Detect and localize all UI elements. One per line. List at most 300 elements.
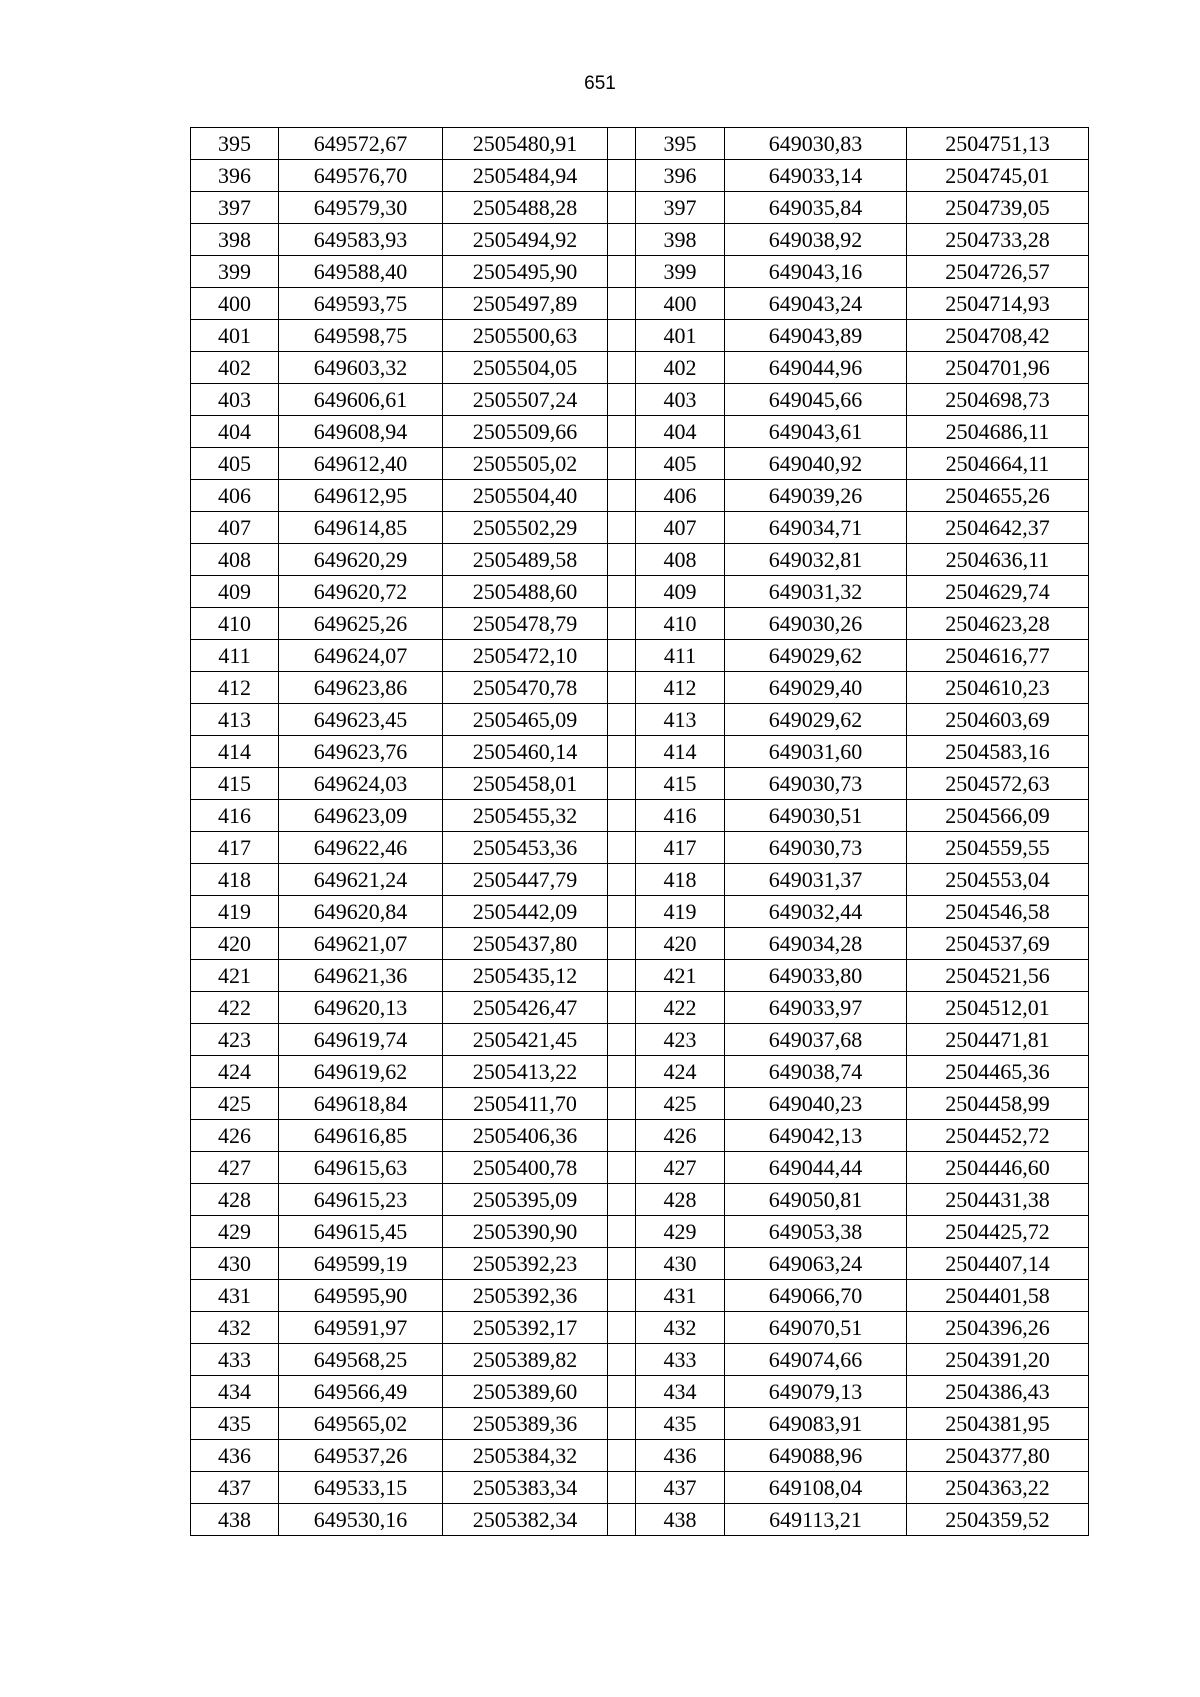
x-coordinate-cell: 649621,24 [279, 864, 443, 896]
separator-cell [608, 416, 636, 448]
separator-cell [608, 1440, 636, 1472]
point-number-cell: 428 [636, 1184, 725, 1216]
x-coordinate-cell: 649043,16 [725, 256, 907, 288]
point-number-cell: 409 [191, 576, 279, 608]
table-row [191, 608, 1089, 640]
x-coordinate-cell: 649537,26 [279, 1440, 443, 1472]
point-number-cell: 400 [636, 288, 725, 320]
x-coordinate-cell: 649620,84 [279, 896, 443, 928]
point-number-cell: 422 [191, 992, 279, 1024]
y-coordinate-cell: 2504386,43 [907, 1376, 1089, 1408]
y-coordinate-cell: 2504686,11 [907, 416, 1089, 448]
point-number-cell: 416 [636, 800, 725, 832]
y-coordinate-cell: 2504629,74 [907, 576, 1089, 608]
x-coordinate-cell: 649598,75 [279, 320, 443, 352]
y-coordinate-cell: 2505495,90 [443, 256, 608, 288]
point-number-cell: 425 [191, 1088, 279, 1120]
y-coordinate-cell: 2504572,63 [907, 768, 1089, 800]
x-coordinate-cell: 649620,72 [279, 576, 443, 608]
coordinates-table [190, 127, 1089, 1536]
x-coordinate-cell: 649033,80 [725, 960, 907, 992]
point-number-cell: 426 [191, 1120, 279, 1152]
y-coordinate-cell: 2505383,34 [443, 1472, 608, 1504]
y-coordinate-cell: 2505442,09 [443, 896, 608, 928]
point-number-cell: 429 [191, 1216, 279, 1248]
table-row [191, 1120, 1089, 1152]
x-coordinate-cell: 649030,51 [725, 800, 907, 832]
y-coordinate-cell: 2504465,36 [907, 1056, 1089, 1088]
separator-cell [608, 800, 636, 832]
y-coordinate-cell: 2505421,45 [443, 1024, 608, 1056]
point-number-cell: 436 [191, 1440, 279, 1472]
y-coordinate-cell: 2505413,22 [443, 1056, 608, 1088]
separator-cell [608, 1472, 636, 1504]
y-coordinate-cell: 2505472,10 [443, 640, 608, 672]
x-coordinate-cell: 649033,14 [725, 160, 907, 192]
x-coordinate-cell: 649625,26 [279, 608, 443, 640]
y-coordinate-cell: 2504655,26 [907, 480, 1089, 512]
x-coordinate-cell: 649113,21 [725, 1504, 907, 1536]
y-coordinate-cell: 2505505,02 [443, 448, 608, 480]
point-number-cell: 430 [636, 1248, 725, 1280]
point-number-cell: 411 [636, 640, 725, 672]
point-number-cell: 401 [191, 320, 279, 352]
coordinates-table-body [191, 128, 1089, 1536]
x-coordinate-cell: 649083,91 [725, 1408, 907, 1440]
separator-cell [608, 512, 636, 544]
x-coordinate-cell: 649079,13 [725, 1376, 907, 1408]
separator-cell [608, 1056, 636, 1088]
separator-cell [608, 1024, 636, 1056]
y-coordinate-cell: 2504521,56 [907, 960, 1089, 992]
y-coordinate-cell: 2505390,90 [443, 1216, 608, 1248]
x-coordinate-cell: 649612,95 [279, 480, 443, 512]
x-coordinate-cell: 649033,97 [725, 992, 907, 1024]
y-coordinate-cell: 2505395,09 [443, 1184, 608, 1216]
x-coordinate-cell: 649599,19 [279, 1248, 443, 1280]
separator-cell [608, 1376, 636, 1408]
y-coordinate-cell: 2504603,69 [907, 704, 1089, 736]
point-number-cell: 421 [191, 960, 279, 992]
point-number-cell: 413 [636, 704, 725, 736]
table-row [191, 1504, 1089, 1536]
separator-cell [608, 1280, 636, 1312]
x-coordinate-cell: 649608,94 [279, 416, 443, 448]
point-number-cell: 427 [636, 1152, 725, 1184]
separator-cell [608, 928, 636, 960]
point-number-cell: 415 [191, 768, 279, 800]
table-row [191, 384, 1089, 416]
x-coordinate-cell: 649029,40 [725, 672, 907, 704]
point-number-cell: 425 [636, 1088, 725, 1120]
separator-cell [608, 1408, 636, 1440]
table-row [191, 736, 1089, 768]
point-number-cell: 402 [636, 352, 725, 384]
page-number: 651 [584, 73, 616, 94]
point-number-cell: 433 [191, 1344, 279, 1376]
table-row [191, 800, 1089, 832]
point-number-cell: 412 [636, 672, 725, 704]
point-number-cell: 422 [636, 992, 725, 1024]
table-row [191, 1248, 1089, 1280]
point-number-cell: 434 [636, 1376, 725, 1408]
point-number-cell: 432 [191, 1312, 279, 1344]
x-coordinate-cell: 649030,73 [725, 768, 907, 800]
y-coordinate-cell: 2504623,28 [907, 608, 1089, 640]
point-number-cell: 398 [636, 224, 725, 256]
point-number-cell: 404 [191, 416, 279, 448]
separator-cell [608, 768, 636, 800]
separator-cell [608, 1504, 636, 1536]
y-coordinate-cell: 2504739,05 [907, 192, 1089, 224]
table-row [191, 1408, 1089, 1440]
point-number-cell: 428 [191, 1184, 279, 1216]
y-coordinate-cell: 2505497,89 [443, 288, 608, 320]
table-row [191, 1152, 1089, 1184]
y-coordinate-cell: 2504726,57 [907, 256, 1089, 288]
y-coordinate-cell: 2505389,60 [443, 1376, 608, 1408]
x-coordinate-cell: 649031,32 [725, 576, 907, 608]
point-number-cell: 395 [636, 128, 725, 160]
table-row [191, 1344, 1089, 1376]
y-coordinate-cell: 2505458,01 [443, 768, 608, 800]
point-number-cell: 438 [191, 1504, 279, 1536]
x-coordinate-cell: 649039,26 [725, 480, 907, 512]
point-number-cell: 430 [191, 1248, 279, 1280]
y-coordinate-cell: 2504559,55 [907, 832, 1089, 864]
point-number-cell: 421 [636, 960, 725, 992]
y-coordinate-cell: 2504391,20 [907, 1344, 1089, 1376]
x-coordinate-cell: 649031,60 [725, 736, 907, 768]
y-coordinate-cell: 2504381,95 [907, 1408, 1089, 1440]
x-coordinate-cell: 649623,86 [279, 672, 443, 704]
x-coordinate-cell: 649565,02 [279, 1408, 443, 1440]
x-coordinate-cell: 649620,13 [279, 992, 443, 1024]
separator-cell [608, 1088, 636, 1120]
x-coordinate-cell: 649588,40 [279, 256, 443, 288]
x-coordinate-cell: 649533,15 [279, 1472, 443, 1504]
y-coordinate-cell: 2505494,92 [443, 224, 608, 256]
point-number-cell: 418 [636, 864, 725, 896]
point-number-cell: 413 [191, 704, 279, 736]
point-number-cell: 399 [191, 256, 279, 288]
x-coordinate-cell: 649612,40 [279, 448, 443, 480]
y-coordinate-cell: 2505453,36 [443, 832, 608, 864]
y-coordinate-cell: 2505502,29 [443, 512, 608, 544]
separator-cell [608, 736, 636, 768]
x-coordinate-cell: 649603,32 [279, 352, 443, 384]
separator-cell [608, 1248, 636, 1280]
x-coordinate-cell: 649032,81 [725, 544, 907, 576]
point-number-cell: 417 [636, 832, 725, 864]
x-coordinate-cell: 649066,70 [725, 1280, 907, 1312]
point-number-cell: 397 [191, 192, 279, 224]
x-coordinate-cell: 649037,68 [725, 1024, 907, 1056]
separator-cell [608, 1312, 636, 1344]
x-coordinate-cell: 649043,24 [725, 288, 907, 320]
x-coordinate-cell: 649088,96 [725, 1440, 907, 1472]
point-number-cell: 424 [636, 1056, 725, 1088]
separator-cell [608, 224, 636, 256]
separator-cell [608, 320, 636, 352]
point-number-cell: 403 [191, 384, 279, 416]
separator-cell [608, 1120, 636, 1152]
table-row [191, 416, 1089, 448]
y-coordinate-cell: 2504446,60 [907, 1152, 1089, 1184]
y-coordinate-cell: 2505389,36 [443, 1408, 608, 1440]
separator-cell [608, 384, 636, 416]
x-coordinate-cell: 649040,23 [725, 1088, 907, 1120]
x-coordinate-cell: 649606,61 [279, 384, 443, 416]
y-coordinate-cell: 2504698,73 [907, 384, 1089, 416]
separator-cell [608, 352, 636, 384]
point-number-cell: 431 [636, 1280, 725, 1312]
x-coordinate-cell: 649042,13 [725, 1120, 907, 1152]
point-number-cell: 408 [191, 544, 279, 576]
x-coordinate-cell: 649034,28 [725, 928, 907, 960]
y-coordinate-cell: 2504616,77 [907, 640, 1089, 672]
y-coordinate-cell: 2504566,09 [907, 800, 1089, 832]
point-number-cell: 396 [191, 160, 279, 192]
y-coordinate-cell: 2504708,42 [907, 320, 1089, 352]
y-coordinate-cell: 2504401,58 [907, 1280, 1089, 1312]
y-coordinate-cell: 2505382,34 [443, 1504, 608, 1536]
x-coordinate-cell: 649614,85 [279, 512, 443, 544]
y-coordinate-cell: 2504733,28 [907, 224, 1089, 256]
table-row [191, 832, 1089, 864]
x-coordinate-cell: 649038,74 [725, 1056, 907, 1088]
separator-cell [608, 640, 636, 672]
table-row [191, 1088, 1089, 1120]
x-coordinate-cell: 649579,30 [279, 192, 443, 224]
point-number-cell: 399 [636, 256, 725, 288]
table-row [191, 672, 1089, 704]
y-coordinate-cell: 2504553,04 [907, 864, 1089, 896]
x-coordinate-cell: 649030,26 [725, 608, 907, 640]
table-row [191, 320, 1089, 352]
y-coordinate-cell: 2504642,37 [907, 512, 1089, 544]
x-coordinate-cell: 649623,45 [279, 704, 443, 736]
x-coordinate-cell: 649591,97 [279, 1312, 443, 1344]
table-row [191, 992, 1089, 1024]
table-row [191, 1024, 1089, 1056]
x-coordinate-cell: 649038,92 [725, 224, 907, 256]
x-coordinate-cell: 649583,93 [279, 224, 443, 256]
x-coordinate-cell: 649050,81 [725, 1184, 907, 1216]
point-number-cell: 405 [191, 448, 279, 480]
table-row [191, 1184, 1089, 1216]
point-number-cell: 420 [191, 928, 279, 960]
point-number-cell: 397 [636, 192, 725, 224]
x-coordinate-cell: 649034,71 [725, 512, 907, 544]
point-number-cell: 419 [191, 896, 279, 928]
table-row [191, 160, 1089, 192]
y-coordinate-cell: 2504471,81 [907, 1024, 1089, 1056]
y-coordinate-cell: 2505392,36 [443, 1280, 608, 1312]
point-number-cell: 437 [191, 1472, 279, 1504]
x-coordinate-cell: 649572,67 [279, 128, 443, 160]
x-coordinate-cell: 649620,29 [279, 544, 443, 576]
x-coordinate-cell: 649622,46 [279, 832, 443, 864]
point-number-cell: 414 [191, 736, 279, 768]
y-coordinate-cell: 2505392,23 [443, 1248, 608, 1280]
x-coordinate-cell: 649030,83 [725, 128, 907, 160]
point-number-cell: 429 [636, 1216, 725, 1248]
separator-cell [608, 672, 636, 704]
x-coordinate-cell: 649621,36 [279, 960, 443, 992]
table-row [191, 960, 1089, 992]
separator-cell [608, 608, 636, 640]
x-coordinate-cell: 649566,49 [279, 1376, 443, 1408]
point-number-cell: 412 [191, 672, 279, 704]
table-row [191, 704, 1089, 736]
point-number-cell: 403 [636, 384, 725, 416]
separator-cell [608, 544, 636, 576]
x-coordinate-cell: 649029,62 [725, 704, 907, 736]
table-row [191, 1472, 1089, 1504]
separator-cell [608, 576, 636, 608]
x-coordinate-cell: 649576,70 [279, 160, 443, 192]
point-number-cell: 410 [636, 608, 725, 640]
point-number-cell: 418 [191, 864, 279, 896]
x-coordinate-cell: 649074,66 [725, 1344, 907, 1376]
x-coordinate-cell: 649619,62 [279, 1056, 443, 1088]
y-coordinate-cell: 2504636,11 [907, 544, 1089, 576]
separator-cell [608, 864, 636, 896]
separator-cell [608, 1184, 636, 1216]
point-number-cell: 432 [636, 1312, 725, 1344]
separator-cell [608, 704, 636, 736]
point-number-cell: 404 [636, 416, 725, 448]
x-coordinate-cell: 649619,74 [279, 1024, 443, 1056]
separator-cell [608, 960, 636, 992]
x-coordinate-cell: 649568,25 [279, 1344, 443, 1376]
point-number-cell: 400 [191, 288, 279, 320]
y-coordinate-cell: 2505411,70 [443, 1088, 608, 1120]
x-coordinate-cell: 649615,23 [279, 1184, 443, 1216]
point-number-cell: 415 [636, 768, 725, 800]
y-coordinate-cell: 2504714,93 [907, 288, 1089, 320]
x-coordinate-cell: 649621,07 [279, 928, 443, 960]
point-number-cell: 431 [191, 1280, 279, 1312]
x-coordinate-cell: 649616,85 [279, 1120, 443, 1152]
table-row [191, 1376, 1089, 1408]
y-coordinate-cell: 2504377,80 [907, 1440, 1089, 1472]
x-coordinate-cell: 649031,37 [725, 864, 907, 896]
point-number-cell: 405 [636, 448, 725, 480]
separator-cell [608, 832, 636, 864]
x-coordinate-cell: 649044,96 [725, 352, 907, 384]
x-coordinate-cell: 649108,04 [725, 1472, 907, 1504]
table-row [191, 1216, 1089, 1248]
y-coordinate-cell: 2504610,23 [907, 672, 1089, 704]
table-row [191, 1056, 1089, 1088]
separator-cell [608, 128, 636, 160]
point-number-cell: 436 [636, 1440, 725, 1472]
y-coordinate-cell: 2505480,91 [443, 128, 608, 160]
point-number-cell: 407 [636, 512, 725, 544]
point-number-cell: 409 [636, 576, 725, 608]
point-number-cell: 423 [636, 1024, 725, 1056]
y-coordinate-cell: 2505478,79 [443, 608, 608, 640]
y-coordinate-cell: 2505400,78 [443, 1152, 608, 1184]
point-number-cell: 398 [191, 224, 279, 256]
separator-cell [608, 448, 636, 480]
y-coordinate-cell: 2505384,32 [443, 1440, 608, 1472]
x-coordinate-cell: 649043,61 [725, 416, 907, 448]
table-row [191, 480, 1089, 512]
x-coordinate-cell: 649618,84 [279, 1088, 443, 1120]
x-coordinate-cell: 649045,66 [725, 384, 907, 416]
point-number-cell: 435 [191, 1408, 279, 1440]
x-coordinate-cell: 649530,16 [279, 1504, 443, 1536]
x-coordinate-cell: 649030,73 [725, 832, 907, 864]
x-coordinate-cell: 649053,38 [725, 1216, 907, 1248]
point-number-cell: 420 [636, 928, 725, 960]
point-number-cell: 401 [636, 320, 725, 352]
table-row [191, 512, 1089, 544]
y-coordinate-cell: 2505435,12 [443, 960, 608, 992]
y-coordinate-cell: 2505507,24 [443, 384, 608, 416]
point-number-cell: 416 [191, 800, 279, 832]
y-coordinate-cell: 2505465,09 [443, 704, 608, 736]
y-coordinate-cell: 2504359,52 [907, 1504, 1089, 1536]
table-row [191, 192, 1089, 224]
y-coordinate-cell: 2504546,58 [907, 896, 1089, 928]
y-coordinate-cell: 2504537,69 [907, 928, 1089, 960]
y-coordinate-cell: 2505489,58 [443, 544, 608, 576]
point-number-cell: 406 [636, 480, 725, 512]
table-row [191, 224, 1089, 256]
point-number-cell: 433 [636, 1344, 725, 1376]
y-coordinate-cell: 2505426,47 [443, 992, 608, 1024]
point-number-cell: 411 [191, 640, 279, 672]
x-coordinate-cell: 649615,63 [279, 1152, 443, 1184]
table-row [191, 544, 1089, 576]
table-row [191, 864, 1089, 896]
point-number-cell: 437 [636, 1472, 725, 1504]
x-coordinate-cell: 649040,92 [725, 448, 907, 480]
y-coordinate-cell: 2504431,38 [907, 1184, 1089, 1216]
y-coordinate-cell: 2505447,79 [443, 864, 608, 896]
y-coordinate-cell: 2505406,36 [443, 1120, 608, 1152]
separator-cell [608, 1216, 636, 1248]
point-number-cell: 396 [636, 160, 725, 192]
table-row [191, 928, 1089, 960]
point-number-cell: 434 [191, 1376, 279, 1408]
y-coordinate-cell: 2505470,78 [443, 672, 608, 704]
y-coordinate-cell: 2504425,72 [907, 1216, 1089, 1248]
separator-cell [608, 192, 636, 224]
table-row [191, 288, 1089, 320]
x-coordinate-cell: 649615,45 [279, 1216, 443, 1248]
x-coordinate-cell: 649624,03 [279, 768, 443, 800]
table-row [191, 1280, 1089, 1312]
table-row [191, 256, 1089, 288]
point-number-cell: 410 [191, 608, 279, 640]
point-number-cell: 424 [191, 1056, 279, 1088]
y-coordinate-cell: 2504396,26 [907, 1312, 1089, 1344]
y-coordinate-cell: 2505504,40 [443, 480, 608, 512]
y-coordinate-cell: 2505509,66 [443, 416, 608, 448]
y-coordinate-cell: 2504751,13 [907, 128, 1089, 160]
point-number-cell: 435 [636, 1408, 725, 1440]
point-number-cell: 408 [636, 544, 725, 576]
y-coordinate-cell: 2505460,14 [443, 736, 608, 768]
y-coordinate-cell: 2504407,14 [907, 1248, 1089, 1280]
y-coordinate-cell: 2504583,16 [907, 736, 1089, 768]
separator-cell [608, 1152, 636, 1184]
